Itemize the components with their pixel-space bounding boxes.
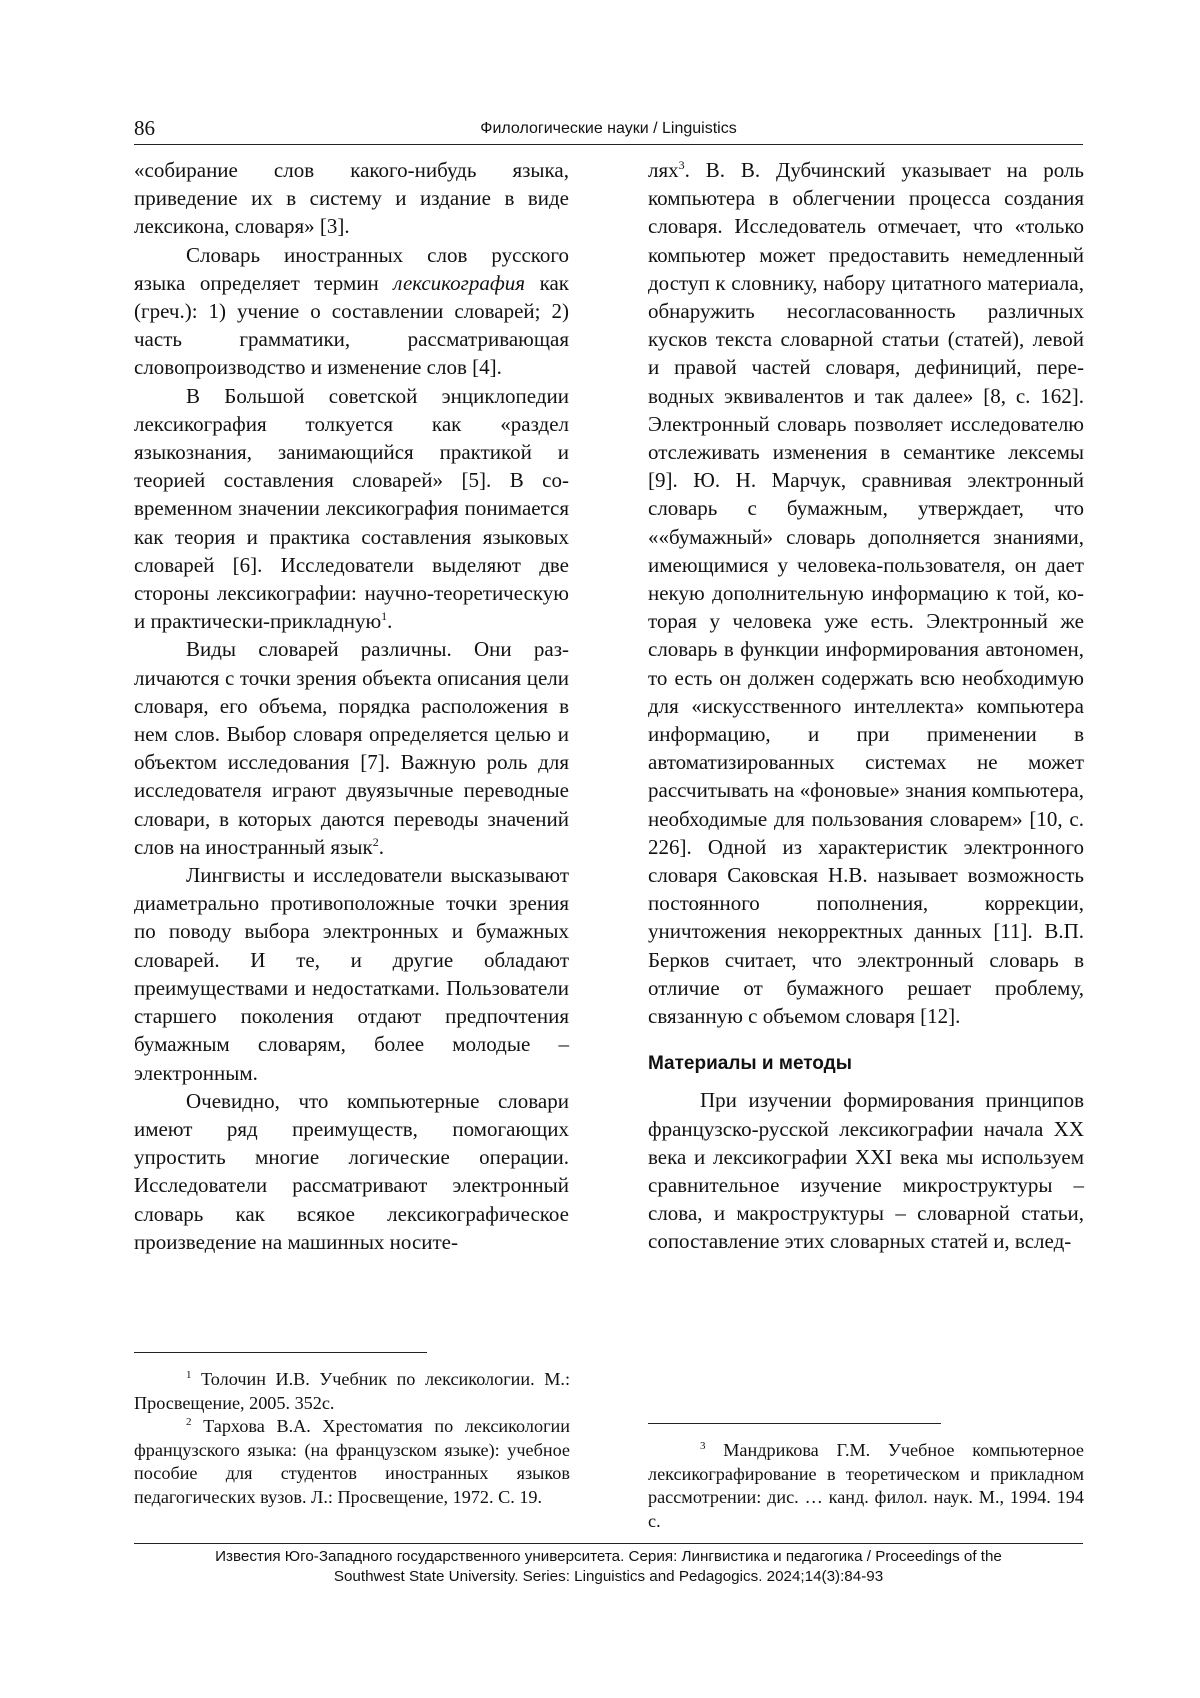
paragraph: При изучении формирования принципов французско-русской лексикографии начала XX века и лексикографии XXI века мы используем сравнительное изучение микроструктуры – слова, и макроструктуры – словарной статьи, сопоставление этих словарных статей и, вслед- (648, 1088, 1084, 1254)
footnotes-right (648, 1423, 1084, 1533)
paragraph: Лингвисты и исследователи высказывают диаметрально противоположные точки зрения по поводу выбора электронных и бумажных словарей. И те, и другие обладают преимуществами и недостатками. Пользователи старшего поколения отдают предпочтения бумажным словарям, более молодые – электронным. (134, 863, 569, 1085)
right-column (648, 156, 1084, 1256)
italic-term: лексикография (393, 270, 526, 295)
paragraph: В Большой советской энциклопедии лексикография толкуется как «раздел языкознания, занимающийся практикой и теорией составления словарей» [5]. В современном значении лексикография понимается как теория и практика составления языковых словарей [6]. Исследователи выделяют две стороны лексикографии: научно-теоретическую и практически-прикладную$^1$. (134, 383, 569, 634)
page-number: 86 (134, 116, 155, 140)
footer-line: Southwest State University. Series: Linguistics and Pedagogics. 2024;14(3):84-93 (333, 1568, 884, 1585)
footer-line: Известия Юго-Западного государственного университета. Серия: Лингвистика и педагогика / Proceedings of the (215, 1548, 1002, 1565)
section-heading: Материалы и методы (648, 1053, 852, 1075)
footnote-ref[interactable]: 2 (372, 834, 379, 849)
page-footer (134, 1543, 1083, 1587)
left-column (134, 156, 569, 1256)
footnotes-left (134, 1352, 570, 1510)
footnote: $^3$ Мандрикова Г.М. Учебное компьютерное лексикографирование в теоретическом и прикладном рассмотрении: дис. … канд. филол. наук. М., 1994. 194 с. (648, 1439, 1084, 1531)
paragraph: лях$^3$. В. В. Дубчинский указывает на роль компьютера в облегчении процесса создания словаря. Исследователь отмечает, что «только компьютер может предоставить немедленный доступ к словнику, набору цитатного материала, обнаружить несогласованность различных кусков текста словарной статьи (статей), левой и правой частей словаря, дефиниций, переводных эквивалентов и так далее» [8, с. 162]. Электронный словарь позволяет исследователю отслеживать изменения в семантике лексемы [9]. Ю. Н. Марчук, сравнивая электронный словарь с бумажным, утверждает, что ««бумажный» словарь дополняется знаниями, имеющимися у человека-пользователя, он дает некую дополнительную информацию к той, которая у человека уже есть. Электронный же словарь в функции информирования автономен, то есть он должен содержать всю необходимую для «искусственного интеллекта» компьютера информацию, и при применении в автоматизированных системах не может рассчитывать на «фоновые» знания компьютера, необходимые для пользования словарем» [10, с. 226]. Одной из характеристик электронного словаря Саковская Н.В. называет возможность постоянного пополнения, коррекции, уничтожения некорректных данных [11]. В.П. Берков считает, что электронный словарь в отличие от бумажного решает проблему, связанную с объемом словаря [12]. (648, 158, 1084, 1029)
paragraph: Словарь иностранных слов русского языка определяет термин лексикография как (греч.): 1) учение о составлении словарей; 2) часть грамматики, рассматривающая словопроизводство и изменение слов [4]. (134, 242, 569, 380)
footnote: $^2$ Тархова В.А. Хрестоматия по лексикологии французского языка: (на французском языке): учебное пособие для студентов иностранных языков педагогических вузов. Л.: Просвещение, 1972. С. 19. (134, 1416, 570, 1507)
page-header (134, 116, 1083, 145)
running-title: Филологические науки / Linguistics (480, 120, 737, 137)
paragraph: «собирание слов какого-нибудь языка, приведение их в систему и издание в виде лексикона, словаря» [3]. (134, 158, 569, 239)
paragraph: Виды словарей различны. Они различаются с точки зрения объекта описания цели словаря, его объема, порядка расположения в нем слов. Выбор словаря определяется целью и объектом исследования [7]. Важную роль для исследователя играют двуязычные переводные словари, в которых даются переводы значений слов на иностранный язык$^2$. (134, 637, 569, 859)
footnote-ref[interactable]: 1 (381, 609, 388, 624)
footnote-ref[interactable]: 3 (678, 158, 685, 172)
paragraph: Очевидно, что компьютерные словари имеют ряд преимуществ, помогающих упростить многие логические операции. Исследователи рассматривают электронный словарь как всякое лексикографическое произведение на машинных носите- (134, 1088, 569, 1254)
footnote-divider (648, 1423, 941, 1424)
footnote-divider (134, 1352, 427, 1353)
footnote: $^1$ Толочин И.В. Учебник по лексикологии. М.: Просвещение, 2005. 352с. (134, 1368, 570, 1413)
